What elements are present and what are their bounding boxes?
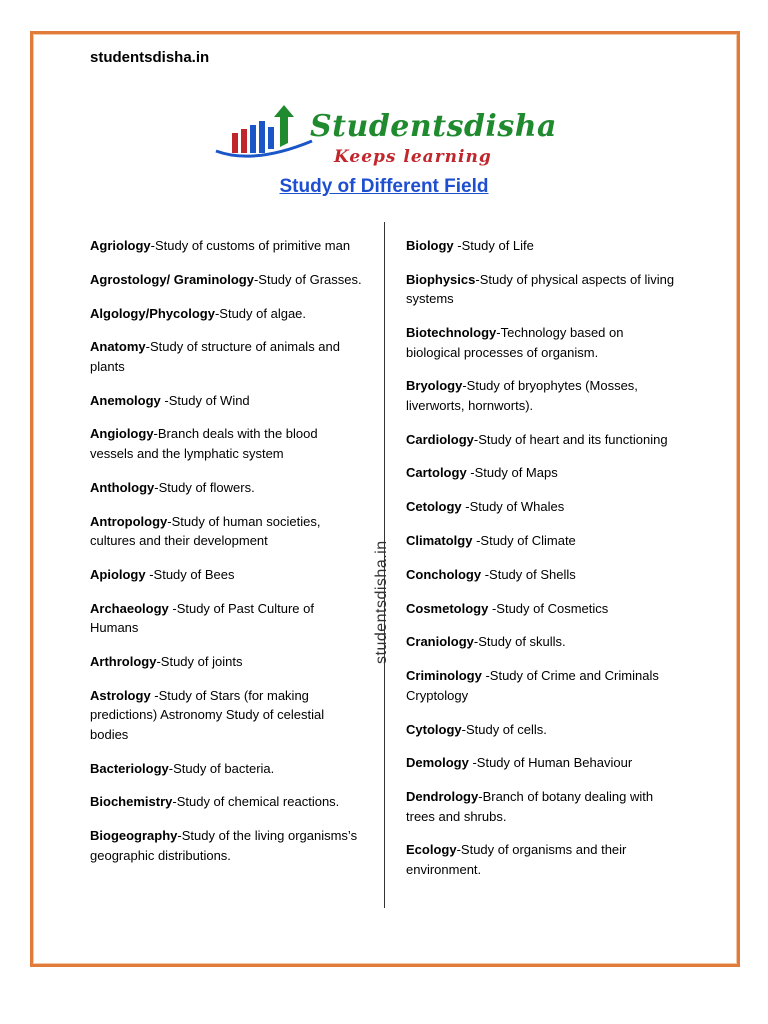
definition: -Study of chemical reactions. <box>172 794 340 810</box>
term: Criminology <box>406 668 486 684</box>
list-item <box>90 391 362 411</box>
list-item <box>406 531 678 551</box>
definition: -Study of bryophytes (Mosses, liverworts, hornworts). <box>406 378 638 413</box>
list-item <box>406 787 678 826</box>
term: Ecology <box>406 842 457 858</box>
list-item <box>406 323 678 362</box>
list-item <box>90 512 362 551</box>
definition: -Study of Grasses. <box>253 271 362 287</box>
term: Demology <box>406 755 473 771</box>
definition: -Study of the living organisms’s geographic distributions. <box>90 828 358 863</box>
watermark: studentsdisha.in <box>373 540 390 664</box>
term: Dendrology <box>406 789 479 805</box>
definition: -Technology based on biological processes of organism. <box>406 325 624 360</box>
list-item <box>90 304 362 324</box>
list-item <box>406 599 678 619</box>
definition: -Study of customs of primitive man <box>150 238 351 253</box>
list-item <box>90 826 362 865</box>
list-item <box>90 236 362 256</box>
term: Agrostology/ Graminology <box>90 271 254 287</box>
term: Biogeography <box>90 828 178 844</box>
list-item <box>90 424 362 463</box>
list-item <box>406 430 678 450</box>
page-title: Study of Different Field <box>279 176 489 197</box>
term: Cytology <box>406 721 462 737</box>
definition: -Study of flowers. <box>154 479 255 495</box>
term: Cosmetology <box>406 600 492 616</box>
term: Biochemistry <box>90 794 173 810</box>
list-item <box>90 565 362 585</box>
term: Agriology <box>90 238 151 253</box>
term: Archaeology <box>90 600 173 616</box>
list-item <box>90 792 362 812</box>
list-item <box>406 497 678 517</box>
list-item <box>406 565 678 585</box>
term: Cardiology <box>406 431 474 447</box>
definition: -Study of heart and its functioning <box>473 431 668 447</box>
definition: -Study of joints <box>156 653 243 669</box>
definition: -Study of human societies, cultures and their development <box>90 513 321 549</box>
definition: -Study of bacteria. <box>168 760 275 776</box>
term: Bacteriology <box>90 760 169 776</box>
list-item <box>406 753 678 773</box>
definition: -Study of cells. <box>461 721 547 737</box>
list-item <box>90 599 362 638</box>
definition: -Study of Climate <box>476 533 576 549</box>
definition: -Study of Past Culture of Humans <box>90 600 314 636</box>
definition: -Study of Bees <box>149 566 235 582</box>
list-item <box>406 840 678 879</box>
list-item <box>90 686 362 745</box>
list-item <box>90 478 362 498</box>
definition: -Study of Crime and Criminals Cryptology <box>406 668 659 703</box>
logo-tagline: Keeps learning <box>334 147 492 167</box>
term: Bryology <box>406 378 463 394</box>
list-item <box>406 632 678 652</box>
definition: -Study of Maps <box>470 465 558 481</box>
term: Craniology <box>406 634 474 650</box>
term: Anthology <box>90 479 155 495</box>
right-column <box>406 236 678 894</box>
list-item <box>406 666 678 705</box>
term: Conchology <box>406 566 485 582</box>
list-item <box>406 270 678 309</box>
term: Astrology <box>90 687 155 703</box>
definition: -Study of organisms and their environment. <box>406 842 627 877</box>
definition: -Study of Stars (for making predictions) Astronomy Study of celestial bodies <box>90 687 325 742</box>
definition: -Study of skulls. <box>473 634 566 650</box>
term: Biology <box>406 238 458 253</box>
term: Anemology <box>90 392 165 408</box>
definition: -Study of algae. <box>214 305 307 321</box>
term: Biophysics <box>406 271 476 287</box>
term: Biotechnology <box>406 325 497 341</box>
definition: -Study of Cosmetics <box>491 600 609 616</box>
logo-graphic-icon <box>214 103 314 173</box>
list-item <box>406 463 678 483</box>
definition: -Branch deals with the blood vessels and the lymphatic system <box>90 426 318 461</box>
logo <box>214 103 564 173</box>
left-column <box>90 236 362 879</box>
definition: -Study of Shells <box>484 566 576 582</box>
definition: -Study of Life <box>457 238 534 253</box>
term: Angiology <box>90 426 154 442</box>
list-item <box>406 720 678 740</box>
term: Arthrology <box>90 653 157 669</box>
definition: -Study of Human Behaviour <box>472 755 633 771</box>
term: Climatolgy <box>406 533 477 549</box>
site-label: studentsdisha.in <box>90 49 210 66</box>
list-item <box>90 270 362 290</box>
list-item <box>90 337 362 376</box>
definition: -Study of physical aspects of living systems <box>406 271 675 307</box>
list-item <box>90 652 362 672</box>
list-item <box>406 236 678 256</box>
term: Cetology <box>406 499 466 515</box>
term: Apiology <box>90 566 150 582</box>
term: Algology/Phycology <box>90 305 215 321</box>
list-item <box>406 376 678 415</box>
definition: -Branch of botany dealing with trees and shrubs. <box>406 789 654 824</box>
definition: -Study of Whales <box>465 499 565 515</box>
term: Antropology <box>90 513 168 529</box>
definition: -Study of structure of animals and plants <box>90 339 340 374</box>
list-item <box>90 759 362 779</box>
logo-text: Studentsdisha <box>310 109 557 144</box>
definition: -Study of Wind <box>164 392 250 408</box>
term: Cartology <box>406 465 471 481</box>
term: Anatomy <box>90 339 146 355</box>
